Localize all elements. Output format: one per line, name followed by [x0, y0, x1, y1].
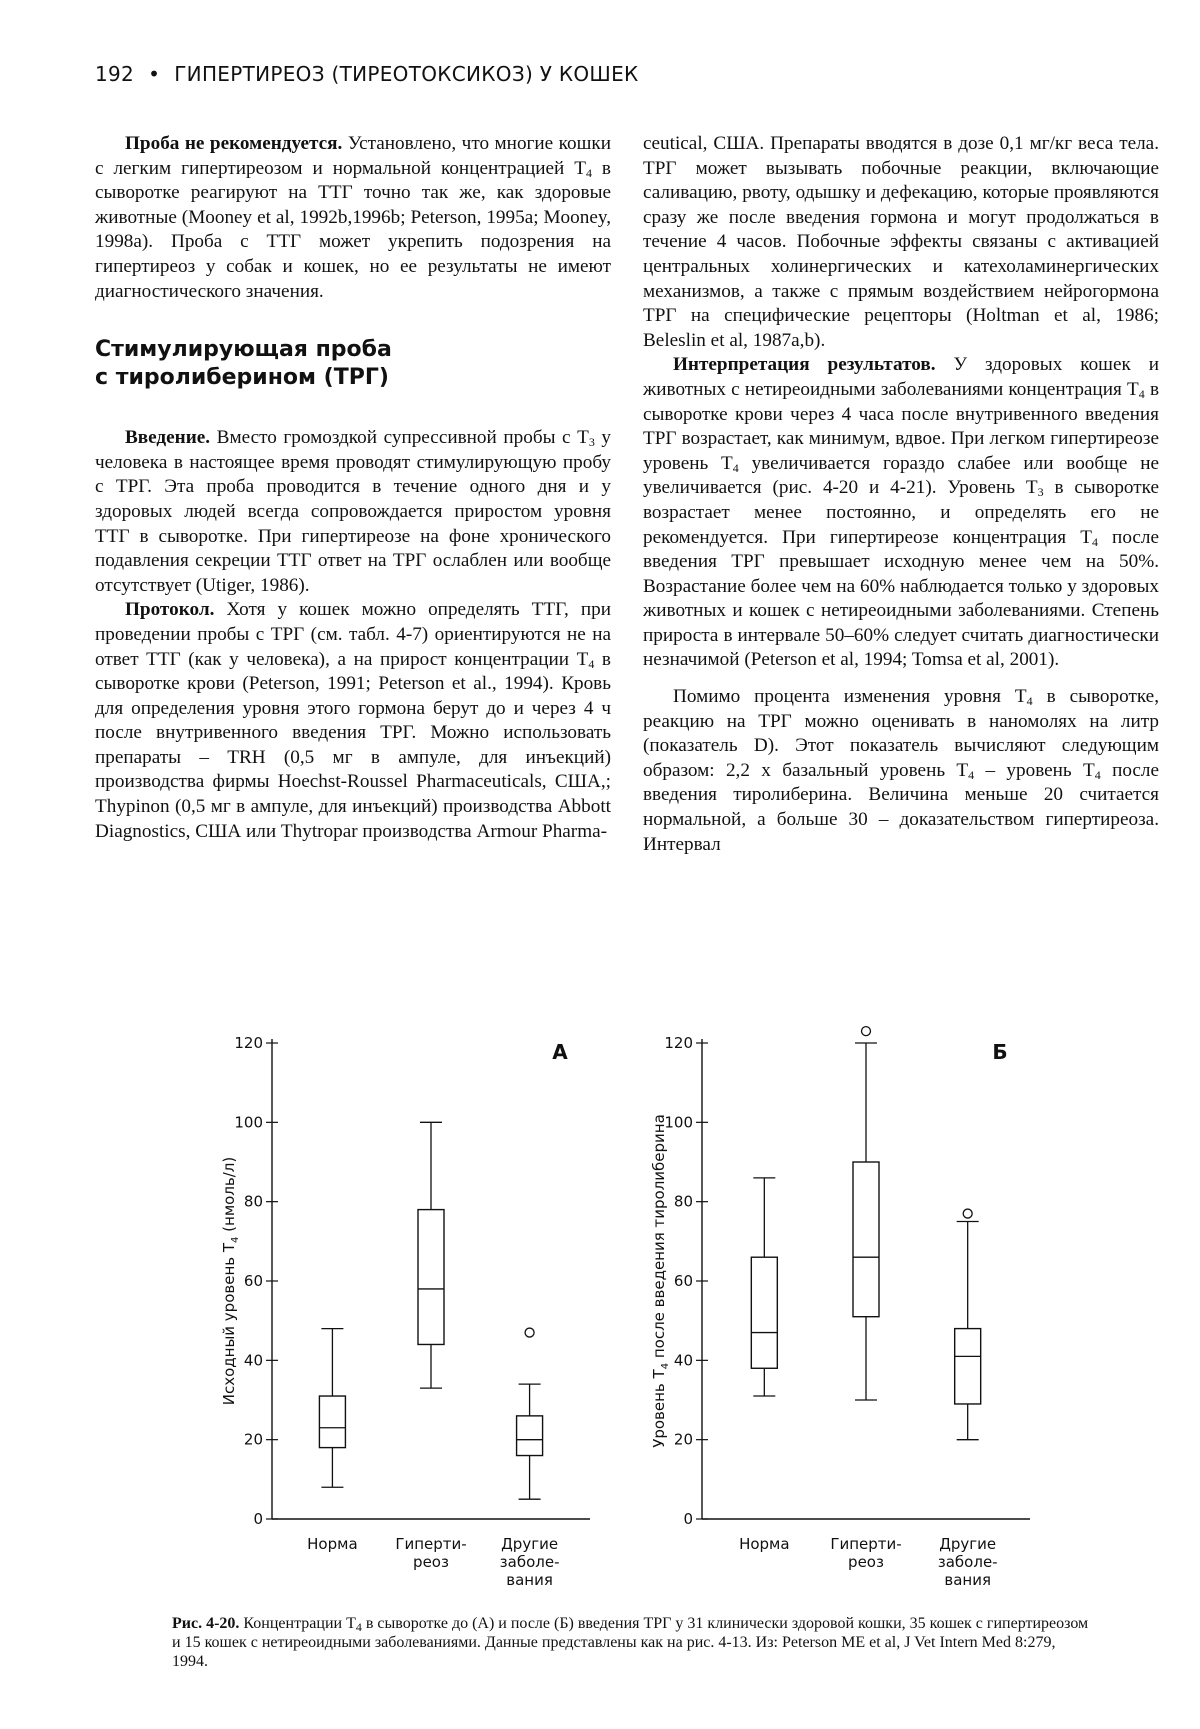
box-iqr — [853, 1162, 879, 1317]
runin-heading: Протокол. — [125, 599, 215, 621]
outlier-point — [963, 1209, 972, 1218]
paragraph-text: У здоровых кошек и животных с нетиреоидными заболеваниями концентрация T — [643, 354, 1159, 400]
header-separator: • — [148, 62, 161, 86]
subscript: 4 — [585, 165, 592, 180]
runin-heading: Проба не рекомендуется. — [125, 133, 343, 154]
y-axis-label: Исходный уровень $T_4$ (нмоль/л) — [220, 1156, 241, 1406]
paragraph-text: в сыворотке крови (Peterson, 1991; Peterson et al., 1994). Кровь для определения уровня этого гормона берут до и через 4 ч после внутривенного введения ТРГ. Можно использовать препараты – TRH (0,5 мг в ампуле, для инъекций) производства фирмы Hoechst-Roussel Pharmaceuticals, США,; Thypinon (0,5 мг в ампуле, для инъекций) производства Abbott Diagnostics, США или Thytropar производства Armour Pharma- — [95, 648, 611, 842]
box-iqr — [319, 1396, 345, 1448]
caption-text: Концентрации T — [239, 1615, 356, 1632]
boxplot-chart-b — [630, 1005, 1050, 1605]
paragraph-text: в сыворотке возрастает менее постоянно, и определять его не рекомендуется. При гипертиреозе концентрация T — [643, 477, 1159, 548]
paragraph-text: после введения ТРГ превышает исходную менее чем на 50%. Возрастание более чем на 60% наблюдается только у здоровых животных и кошек с нетиреоидными заболеваниями. Степень прироста в интервале 50–60% следует считать диагностически незначимой (Peterson et al, 1994; Tomsa et al, 2001). — [643, 526, 1159, 671]
runin-heading: Интерпретация результатов. — [673, 354, 936, 376]
subscript: 4 — [588, 656, 595, 671]
box-2 — [517, 1328, 543, 1499]
x-category-label: Норма — [739, 1535, 790, 1553]
x-category-label: вания — [506, 1571, 553, 1589]
y-tick-label: 0 — [253, 1510, 263, 1528]
section-heading — [95, 336, 611, 392]
y-tick-label: 0 — [683, 1510, 693, 1528]
x-category-label: заболе- — [499, 1553, 560, 1571]
y-tick-label: 60 — [243, 1272, 263, 1290]
y-tick-label: 100 — [664, 1113, 693, 1132]
box-1 — [418, 1122, 444, 1388]
subscript: 3 — [588, 435, 595, 450]
paragraph-text: у человека в настоящее время проводят стимулирующую пробу с ТРГ. Эта проба проводится в течение одного дня и у здоровых людей всегда сопровождается приростом уровня ТТГ в сыворотке. При гипертиреозе на фоне хронического подавления секреции ТТГ ответ на ТРГ ослаблен или вообще отсутствует (Utiger, 1986). — [95, 427, 612, 596]
box-iqr — [418, 1210, 444, 1345]
box-0 — [319, 1329, 345, 1488]
y-tick-label: 40 — [673, 1351, 693, 1370]
box-2 — [955, 1209, 981, 1440]
section-heading-line: с тиролиберином (ТРГ) — [95, 365, 389, 391]
x-category-label: реоз — [413, 1553, 449, 1571]
box-iqr — [955, 1329, 981, 1404]
paragraph-text: Хотя у кошек можно определять ТТГ, при проведении пробы с ТРГ (см. табл. 4-7) ориентируются не на ответ ТТГ (как у человека), а на прирост концентрации T — [95, 599, 611, 670]
running-title: ГИПЕРТИРЕОЗ (ТИРЕОТОКСИКОЗ) У КОШЕК — [174, 62, 639, 86]
x-category-label: Гиперти- — [830, 1535, 902, 1553]
y-tick-label: 20 — [673, 1430, 693, 1449]
right-column — [643, 132, 1159, 857]
paragraph-text: после введения тиролиберина. Величина меньше 20 считается нормальной, а больше 30 – доказательством гипертиреоза. Интервал — [643, 759, 1160, 855]
paragraph-continuation — [643, 132, 1159, 353]
x-category-label: Другие — [501, 1535, 559, 1553]
section-heading-line: Стимулирующая проба — [95, 337, 392, 363]
subscript: 4 — [732, 460, 739, 475]
y-tick-label: 120 — [664, 1034, 693, 1052]
paragraph-text: Помимо процента изменения уровня T — [673, 686, 1027, 708]
x-category-label: заболе- — [937, 1553, 998, 1571]
runin-heading: Введение. — [125, 427, 211, 449]
y-tick-label: 80 — [243, 1192, 263, 1211]
subscript: 4 — [355, 1620, 362, 1634]
x-category-label: Гиперти- — [395, 1535, 467, 1553]
paragraph-interpretation — [643, 353, 1159, 673]
paragraph-text: в сыворотке крови через 4 часа после внутривенного введения ТРГ возрастает, как минимум, вдвое. При легком гипертиреозе уровень T — [643, 378, 1160, 474]
x-category-label: вания — [944, 1571, 991, 1589]
panel-label: А — [552, 1040, 568, 1064]
panel-label: Б — [992, 1040, 1008, 1064]
figure-caption — [172, 1614, 1092, 1671]
subscript: 3 — [1037, 485, 1044, 500]
y-tick-label: 120 — [234, 1034, 263, 1052]
outlier-point — [525, 1328, 534, 1337]
subscript: 4 — [968, 767, 975, 782]
running-head — [95, 62, 639, 86]
box-1 — [853, 1027, 879, 1400]
paragraph-text: в сыворотке, реакцию на ТРГ можно оценивать в наномолях на литр (показатель D). Этот показатель вычисляют следующим образом: 2,2 x базальный уровень T — [643, 686, 1159, 781]
y-tick-label: 60 — [673, 1272, 693, 1290]
left-column — [95, 132, 611, 844]
box-iqr — [751, 1257, 777, 1368]
paragraph-text: Установлено, что многие кошки с легким гипертиреозом и нормальной концентрацией T — [95, 133, 611, 179]
outlier-point — [862, 1027, 871, 1036]
boxplot-chart-a — [200, 1005, 610, 1605]
y-tick-label: 20 — [243, 1430, 263, 1449]
paragraph-text: увеличивается гораздо слабее или вообще не увеличивается (рис. 4-20 и 4-21). Уровень T — [643, 452, 1160, 499]
subscript: 4 — [1026, 694, 1033, 709]
paragraph-introduction — [95, 426, 611, 598]
page-number: 192 — [95, 62, 135, 86]
x-category-label: Другие — [939, 1535, 997, 1553]
paragraph-nanomoles — [643, 685, 1159, 857]
caption-text: в сыворотке до (А) и после (Б) введения ТРГ у 31 клинически здоровой кошки, 35 кошек с гипертиреозом и 15 кошек с нетиреоидными заболеваниями. Данные представлены как на рис. 4-13. Из: Peterson ME et al, J Vet Intern Med 8:279, 1994. — [172, 1615, 1089, 1670]
paragraph-text: – уровень T — [974, 759, 1095, 781]
paragraph-protocol — [95, 598, 611, 844]
figure-label: Рис. 4-20. — [172, 1615, 240, 1632]
paragraph-test-not-recommended — [95, 132, 611, 304]
subscript: 4 — [1091, 534, 1098, 549]
subscript: 4 — [1094, 767, 1101, 782]
box-0 — [751, 1178, 777, 1396]
subscript: 4 — [1138, 386, 1145, 401]
box-iqr — [517, 1416, 543, 1456]
x-category-label: Норма — [307, 1535, 358, 1553]
paragraph-text: в сыворотке реагируют на ТТГ точно так же, как здоровые животные (Mooney et al, 1992b,1996b; Peterson, 1995a; Mooney, 1998a). Проба с ТТГ может укрепить подозрения на гипертиреоз у собак и кошек, но ее результаты не имеют диагностического значения. — [95, 157, 611, 302]
paragraph-text: ceutical, США. Препараты вводятся в дозе 0,1 мг/кг веса тела. ТРГ может вызывать побочные реакции, включающие саливацию, рвоту, одышку и дефекацию, которые проявляются сразу же после введения гормона и могут продолжаться в течение 4 часов. Побочные эффекты связаны с активацией центральных холинергических и катехоламинергических механизмов, а также с прямым воздействием нейрогормона ТРГ на специфические рецепторы (Holtman et al, 1986; Beleslin et al, 1987a,b). — [643, 133, 1159, 351]
y-tick-label: 100 — [234, 1113, 263, 1132]
y-tick-label: 80 — [673, 1192, 693, 1211]
paragraph-text: Вместо громоздкой супрессивной пробы с T — [210, 427, 589, 449]
x-category-label: реоз — [848, 1553, 884, 1571]
y-axis-label: Уровень $T_4$ после введения тиролиберина — [650, 1114, 671, 1448]
y-tick-label: 40 — [243, 1351, 263, 1370]
